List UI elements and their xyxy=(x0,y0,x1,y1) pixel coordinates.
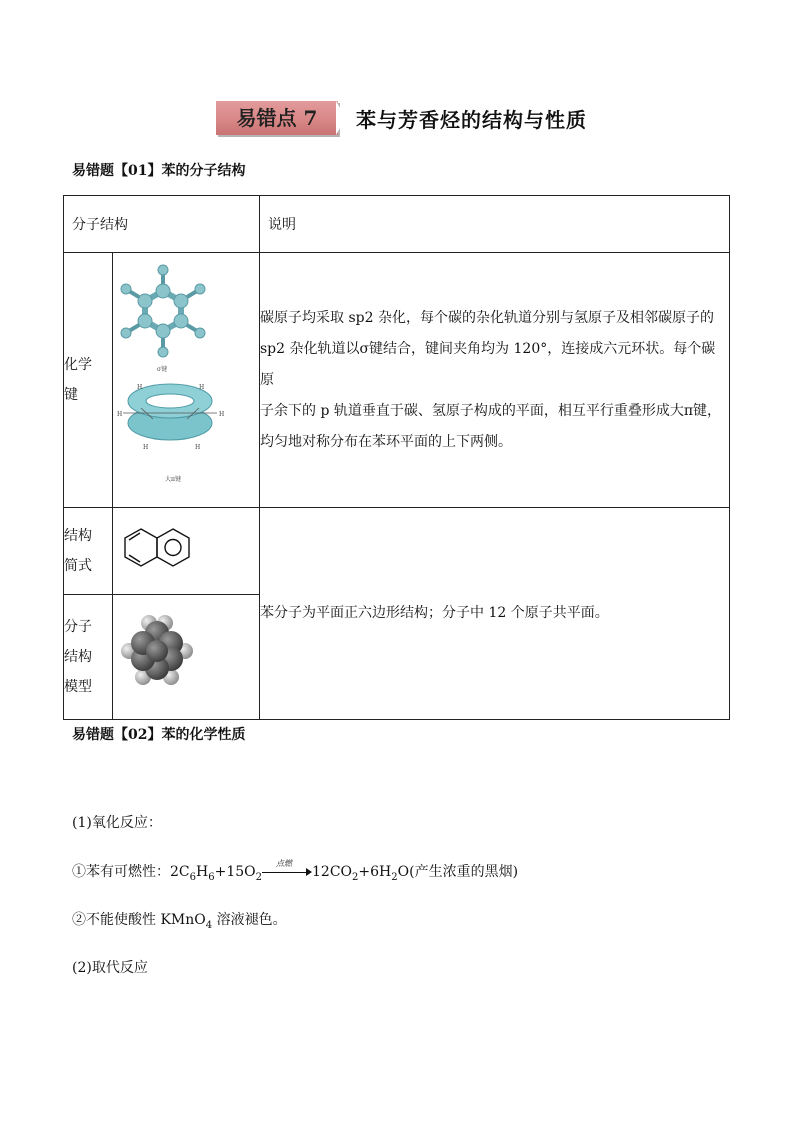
title-badge xyxy=(216,98,344,138)
molecular-model-cell xyxy=(113,595,260,720)
title-badge-label: 易错点 7 xyxy=(236,106,318,130)
benzene-structural-formula xyxy=(113,514,258,584)
label-molecular-model: 分子 结构 模型 xyxy=(64,595,113,720)
reaction-condition: 点燃 xyxy=(276,859,292,868)
reaction-arrow xyxy=(262,859,312,879)
table-row-chemical-bond xyxy=(64,253,730,508)
sigma-caption: σ键 xyxy=(157,366,168,373)
oxidation-heading: (1)氧化反应： xyxy=(72,815,162,831)
chemical-bond-description: 碳原子均采取 sp2 杂化，每个碳的杂化轨道分别与氢原子及相邻碳原子的 sp2 杂化轨道以σ键结合，键间夹角均为 120°，连接成六元环状。每个碳原 子余下的 p 轨道垂直于碳、氢原子构成的平面，相互平行重叠形成大π键， 均匀地对称分布在苯环平面的上下两侧。 xyxy=(260,253,730,508)
benzene-space-filling-model xyxy=(113,595,258,715)
section-heading-1: 易错题【01】苯的分子结构 xyxy=(72,163,246,179)
section-heading-2: 易错题【02】苯的化学性质 xyxy=(72,727,246,743)
kmno4-statement: ②不能使酸性 KMnO$_4$ 溶液褪色。 xyxy=(72,912,287,931)
pi-caption: 大π键 xyxy=(165,476,181,483)
table-header-row xyxy=(64,196,730,253)
structural-formula-cell xyxy=(113,508,260,595)
h-label: H xyxy=(219,411,225,418)
header-cell-structure: 分子结构 xyxy=(64,196,260,253)
benzene-bond-orbital-figure xyxy=(113,253,258,503)
h-label: H xyxy=(199,384,205,391)
structure-table xyxy=(63,195,730,720)
table-row-structural-formula xyxy=(64,508,730,595)
header-cell-description: 说明 xyxy=(260,196,730,253)
bond-figure-cell xyxy=(113,253,260,508)
label-chemical-bond: 化学 键 xyxy=(64,253,113,508)
title-text: 苯与芳香烃的结构与性质 xyxy=(356,107,587,132)
pi-bond-model xyxy=(123,384,217,440)
h-label: H xyxy=(143,444,149,451)
combustion-equation: ①苯有可燃性：$2C_6H_6+15O_2$ 点燃 $12CO_2+6H_2O$(产生浓重的黑烟) xyxy=(72,859,519,883)
sigma-bond-model xyxy=(121,265,205,357)
h-label: H xyxy=(117,411,123,418)
h-label: H xyxy=(195,444,201,451)
substitution-heading: (2)取代反应 xyxy=(72,960,148,976)
page-title xyxy=(216,98,587,138)
label-structural-formula: 结构 简式 xyxy=(64,508,113,595)
structure-description: 苯分子为平面正六边形结构；分子中 12 个原子共平面。 xyxy=(260,508,730,720)
h-label: H xyxy=(137,384,143,391)
